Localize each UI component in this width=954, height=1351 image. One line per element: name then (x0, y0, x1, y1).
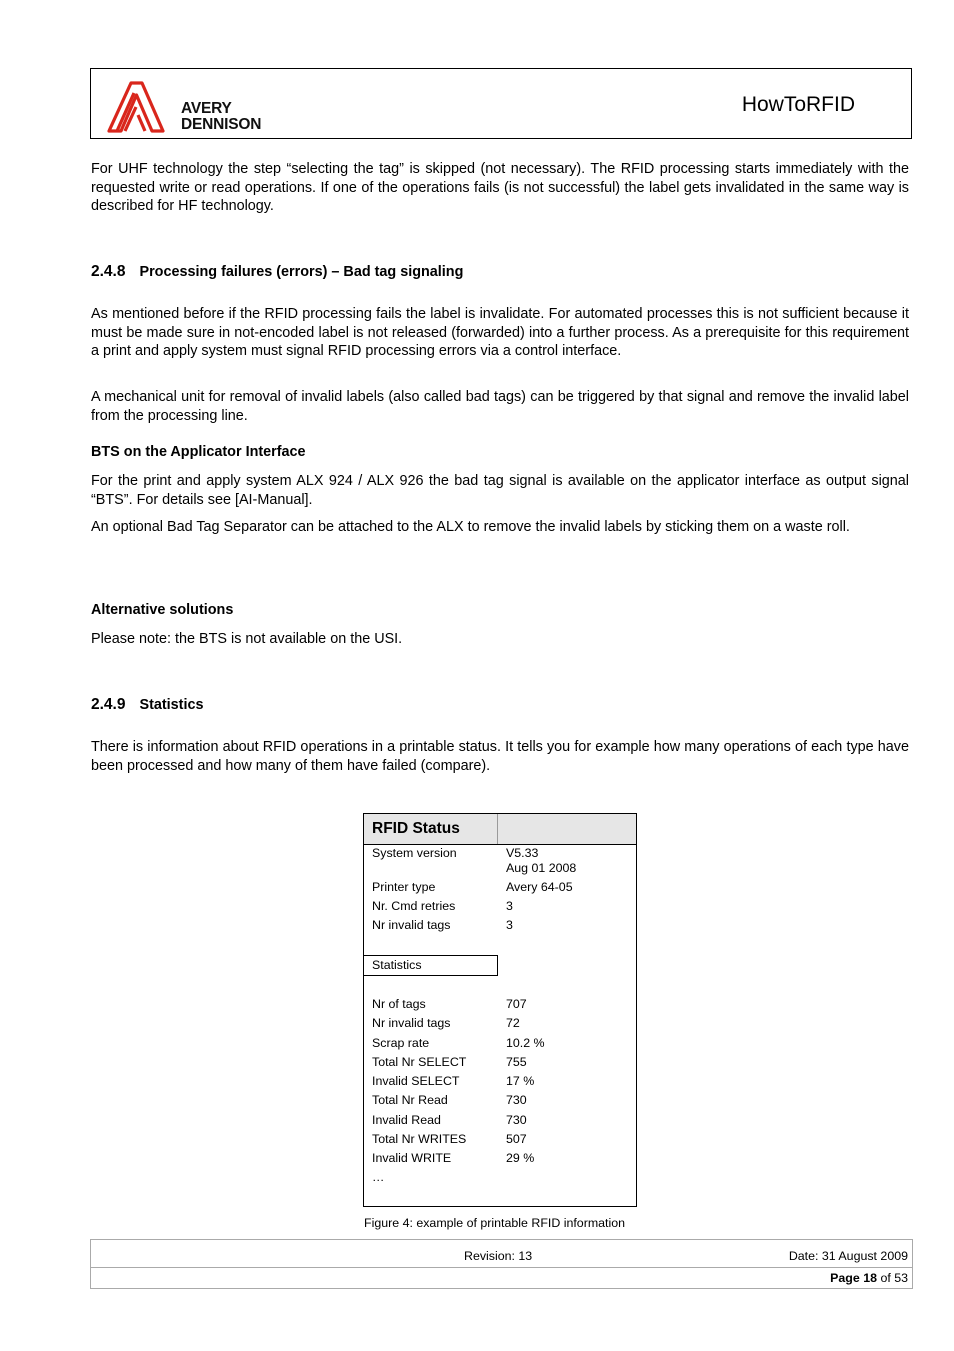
failure-paragraph-1: As mentioned before if the RFID processing fails the label is invalidate. For automated processes this is not sufficient because it must be made sure in not-encoded label is not released (forwarded) into a further process. As a prerequisite for this requirement a print and apply system must signal RFID processing errors via a control interface. (91, 306, 909, 359)
stat-label: Invalid WRITE (372, 1151, 452, 1165)
figure-caption: Figure 4: example of printable RFID information (364, 1216, 626, 1230)
alternative-solutions-paragraph: Please note: the BTS is not available on the USI. (91, 631, 403, 647)
revision-text: Revision: 13 (464, 1249, 533, 1263)
stat-label: Total Nr SELECT (372, 1055, 467, 1069)
stat-label: Total Nr WRITES (372, 1132, 467, 1146)
stat-value: 707 (506, 997, 527, 1011)
row-label: Printer type (372, 880, 436, 894)
page-header (90, 68, 912, 139)
intro-paragraph: For UHF technology the step “selecting the tag” is skipped (not necessary). The RFID processing starts immediately with the requested write or read operations. If one of the operations fails (is not successful) the label gets invalidated in the same way is described for HF technology. (91, 161, 909, 214)
page-number (830, 1271, 908, 1285)
statistics-label: Statistics (372, 958, 422, 972)
avery-dennison-logo (105, 79, 275, 135)
stat-value: 755 (506, 1055, 527, 1069)
failure-paragraph-2: A mechanical unit for removal of invalid labels (also called bad tags) can be triggered by that signal and remove the invalid label from the processing line. (91, 389, 909, 424)
rfid-status-header (364, 814, 636, 845)
header-column-divider (497, 814, 498, 844)
stat-label: Invalid Read (372, 1113, 441, 1127)
statistics-paragraph: There is information about RFID operations in a printable status. It tells you for example how many operations of each type have been processed and how many of them have failed (compare). (91, 739, 909, 774)
footer-divider (91, 1267, 912, 1268)
page-total: of 53 (880, 1271, 908, 1285)
stat-label: Invalid SELECT (372, 1074, 460, 1088)
stat-label: Nr invalid tags (372, 1016, 451, 1030)
stat-value: 730 (506, 1093, 527, 1107)
table-ellipsis: … (372, 1170, 385, 1184)
system-version-label: System version (372, 846, 457, 860)
bts-paragraph-1: For the print and apply system ALX 924 / ALX 926 the bad tag signal is available on the applicator interface as output signal “BTS”. For details see [AI-Manual]. (91, 473, 909, 508)
rfid-status-title: RFID Status (372, 820, 460, 837)
section-number: 2.4.8 (91, 263, 126, 280)
stat-value: 730 (506, 1113, 527, 1127)
section-title: Statistics (139, 697, 204, 713)
stat-value: 72 (506, 1016, 520, 1030)
section-number: 2.4.9 (91, 696, 126, 713)
row-value: Avery 64-05 (506, 880, 573, 894)
logo-line-dennison: DENNISON (181, 116, 262, 133)
stat-label: Nr of tags (372, 997, 426, 1011)
row-value: 3 (506, 918, 513, 932)
row-value: 3 (506, 899, 513, 913)
system-version-value: V5.33 (506, 846, 539, 860)
row-label: Nr. Cmd retries (372, 899, 456, 913)
logo-line-avery: AVERY (181, 100, 232, 117)
stat-label: Scrap rate (372, 1036, 430, 1050)
rfid-status-table (363, 813, 637, 1207)
date-text: Date: 31 August 2009 (788, 1249, 908, 1263)
bts-heading: BTS on the Applicator Interface (91, 444, 306, 460)
stat-value: 10.2 % (506, 1036, 545, 1050)
stat-value: 507 (506, 1132, 527, 1146)
bts-paragraph-2: An optional Bad Tag Separator can be attached to the ALX to remove the invalid labels by sticking them on a waste roll. (91, 519, 850, 535)
section-title: Processing failures (errors) – Bad tag signaling (139, 264, 464, 280)
statistics-subheader (364, 955, 498, 976)
page-current: 18 (863, 1271, 877, 1285)
section-2-4-9-heading (91, 696, 203, 714)
stat-value: 29 % (506, 1151, 535, 1165)
document-title: HowToRFID (741, 93, 855, 116)
section-2-4-8-heading (91, 263, 463, 281)
alternative-solutions-heading: Alternative solutions (91, 602, 234, 618)
page-footer (90, 1239, 913, 1289)
stat-label: Total Nr Read (372, 1093, 448, 1107)
system-version-date: Aug 01 2008 (506, 861, 577, 875)
avery-dennison-logo-icon (105, 79, 171, 135)
page-word: Page (830, 1271, 860, 1285)
row-label: Nr invalid tags (372, 918, 451, 932)
stat-value: 17 % (506, 1074, 535, 1088)
